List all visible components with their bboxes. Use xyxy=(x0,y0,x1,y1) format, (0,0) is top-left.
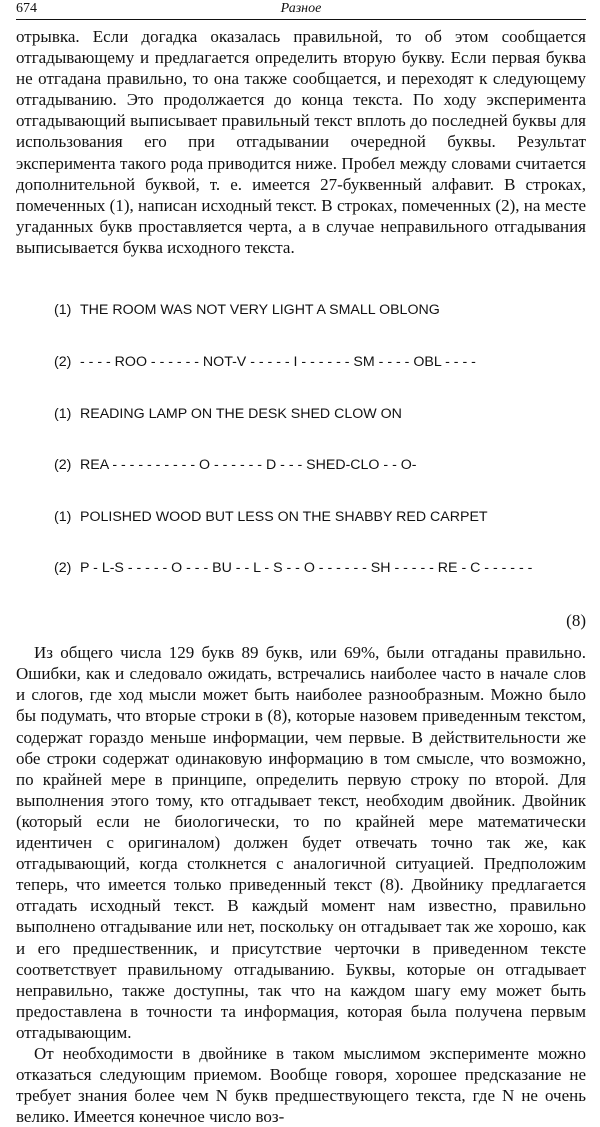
running-header xyxy=(16,0,586,18)
example-line xyxy=(54,302,586,319)
paragraph-continuation: отрывка. Если догадка оказалась правильной, то об этом сообщается отгадывающему и предлагается определить вторую букву. Если первая буква не отгадана правильно, то она также сообщается, и переходят к следующему отгадыванию. Это продолжается до конца текста. По ходу эксперимента отгадывающий выписывает правильный текст вплоть до последней буквы для использования его при отгадывании очередной буквы. Результат эксперимента такого рода приводится ниже. Пробел между словами считается дополнительной буквой, т. е. имеется 27-буквенный алфавит. В строках, помеченных (1), написан исходный текст. В строках, помеченных (2), на месте угаданных букв проставляется черта, а в случае неправильного отгадывания выписывается буква исходного текста. xyxy=(16,27,586,257)
paragraph: От необходимости в двойнике в таком мыслимом эксперименте можно отказаться следующим приемом. Вообще говоря, хорошее предсказание не требует знания более чем N букв предшествующего текста, где N не очень велико. Имеется конечное число воз- xyxy=(16,1043,586,1127)
example-block-8 xyxy=(54,268,586,629)
line-marker: (1) xyxy=(54,302,72,319)
line-marker: (2) xyxy=(54,560,72,577)
example-line-text: - - - - ROO - - - - - - NOT-V - - - - - I - - - - - - SM - - - - OBL - - - - xyxy=(80,354,476,371)
line-marker: (1) xyxy=(54,405,72,422)
page-number: 674 xyxy=(16,1,37,16)
line-marker: (2) xyxy=(54,354,72,371)
example-line-text: P - L-S - - - - - O - - - BU - - L - S - - O - - - - - - SH - - - - - RE - C - - - - - - xyxy=(80,560,533,577)
example-line xyxy=(54,560,586,577)
example-line-text: THE ROOM WAS NOT VERY LIGHT A SMALL OBLONG xyxy=(80,302,440,319)
running-title: Разное xyxy=(280,1,322,16)
example-line xyxy=(54,354,586,371)
example-line-text: POLISHED WOOD BUT LESS ON THE SHABBY RED CARPET xyxy=(80,508,488,525)
example-line xyxy=(54,509,586,526)
example-line xyxy=(54,406,586,423)
paragraph: Из общего числа 129 букв 89 букв, или 69%, были отгаданы правильно. Ошибки, как и следовало ожидать, встречались наиболее часто в начале слов и слогов, где ход мысли может быть наиболее разнообразным. Можно было бы подумать, что вторые строки в (8), которые назовем приведенным текстом, содержат гораздо меньше информации, чем первые. В действительности же обе строки содержат одинаковую информацию в том смысле, что возможно, по крайней мере в принципе, определить первую строку по второй. Для выполнения этого тому, кто отгадывает текст, необходим двойник. Двойник (который если не биологически, то по крайней мере математически идентичен с оригиналом) должен будет отвечать точно так же, как отгадывающий, когда столкнется с аналогичной ситуацией. Предположим теперь, что имеется только приведенный текст (8). Двойнику предлагается отгадать исходный текст. В каждый момент нам известно, правильно выполнено отгадывание или нет, поскольку он отгадывает так же хорошо, как и его предшественник, и присутствие черточки в приведенном тексте соответствует правильному отгадыванию. Буквы, которые он отгадывает неправильно, также доступны, так что на каждом шагу ему может быть предоставлена в точности та информация, которая была получена первым отгадывающим. xyxy=(16,643,586,1042)
example-line-text: READING LAMP ON THE DESK SHED CLOW ON xyxy=(80,405,402,422)
line-marker: (1) xyxy=(54,508,72,525)
line-marker: (2) xyxy=(54,457,72,474)
example-line xyxy=(54,457,586,474)
example-line-text: REA - - - - - - - - - - O - - - - - - D - - - SHED-CLO - - O- xyxy=(80,457,417,474)
body-text xyxy=(16,26,586,1127)
header-rule xyxy=(16,19,586,20)
equation-number: (8) xyxy=(566,611,586,630)
